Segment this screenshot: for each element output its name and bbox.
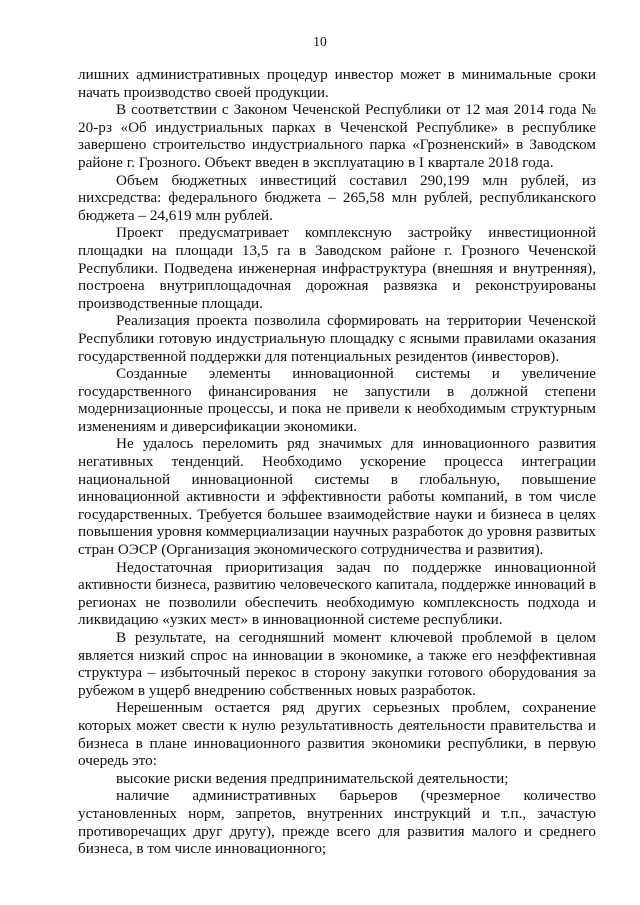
- paragraph-prioritization: Недостаточная приоритизация задач по поддержке инновационной активности бизнеса, развитию человеческого капитала, поддержке инноваций в регионах не позволили обеспечить необходимую комплексность подхода и ликвидацию «узких мест» в инновационной системе республики.: [78, 558, 596, 629]
- paragraph-industrial-park-law: В соответствии с Законом Чеченской Республики от 12 мая 2014 года № 20-рз «Об индустриальных парках в Чеченской Республике» в республике завершено строительство индустриального парка «Грозненский» в Заводском районе г. Грозного. Объект введен в эксплуатацию в I квартале 2018 года.: [78, 101, 596, 171]
- document-body: [78, 66, 596, 858]
- paragraph-project-description: Проект предусматривает комплексную застройку инвестиционной площадки на площади 13,5 га в Заводском районе г. Грозного Чеченской Республики. Подведена инженерная инфраструктура (внешняя и внутренняя), построена внутриплощадочная дорожная развязка и реконструированы производственные площади.: [78, 224, 596, 312]
- paragraph-project-result: Реализация проекта позволила сформировать на территории Чеченской Республики готовую индустриальную площадку с ясными правилами оказания государственной поддержки для потенциальных резидентов (инвесторов).: [78, 312, 596, 365]
- paragraph-key-problem: В результате, на сегодняшний момент ключевой проблемой в целом является низкий спрос на инновации в экономике, а также его неэффективная структура – избыточный перекос в сторону закупки готового оборудования за рубежом в ущерб внедрению собственных новых разработок.: [78, 629, 596, 699]
- paragraph-budget-investments: Объем бюджетных инвестиций составил 290,199 млн рублей, из нихсредства: федерального бюджета – 265,58 млн рублей, республиканского бюджета – 24,619 млн рублей.: [78, 171, 596, 224]
- page-number: 10: [313, 34, 327, 49]
- list-item-administrative-barriers: наличие административных барьеров (чрезмерное количество установленных норм, запретов, внутренних инструкций и т.п., зачастую противоречащих друг другу), прежде всего для развития малого и среднего бизнеса, в том числе инновационного;: [78, 787, 596, 858]
- paragraph-continuation: лишних административных процедур инвестор может в минимальные сроки начать производство своей продукции.: [78, 66, 596, 101]
- paragraph-unsolved-problems: Нерешенным остается ряд других серьезных проблем, сохранение которых может свести к нулю результативность деятельности правительства и бизнеса в плане инновационного развития экономики республики, в первую очередь это:: [78, 699, 596, 770]
- list-item-business-risks: высокие риски ведения предпринимательской деятельности;: [116, 769, 509, 787]
- paragraph-negative-trends: Не удалось переломить ряд значимых для инновационного развития негативных тенденций. Необходимо ускорение процесса интеграции национальной инновационной системы в глобальную, повышение инновационной активности и эффективности работы компаний, в том числе государственных. Требуется большее взаимодействие науки и бизнеса в целях повышения уровня коммерциализации научных разработок до уровня развитых стран ОЭСР (Организация экономического сотрудничества и развития).: [78, 435, 596, 559]
- paragraph-innovation-elements: Созданные элементы инновационной системы и увеличение государственного финансирования не запустили в должной степени модернизационные процессы, и пока не привели к необходимым структурным изменениям и диверсификации экономики.: [78, 365, 596, 435]
